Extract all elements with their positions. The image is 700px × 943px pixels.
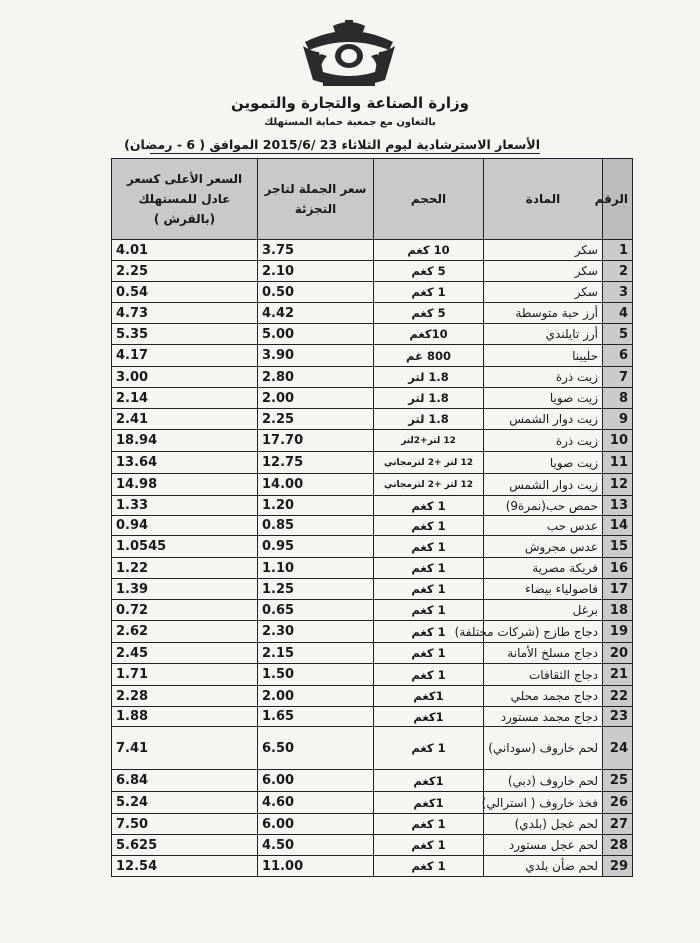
cooperation-line: بالتعاون مع جمعية حماية المستهلك bbox=[264, 117, 436, 128]
row-number: 27 bbox=[603, 814, 633, 835]
item-name: دجاج مسلخ الأمانة bbox=[484, 643, 603, 664]
item-name: زيت دوار الشمس bbox=[484, 409, 603, 430]
table-row bbox=[112, 303, 633, 324]
item-size: 1كغم bbox=[374, 792, 484, 814]
column-header-size: الحجم bbox=[374, 159, 484, 240]
item-name: أرز حبة متوسطة bbox=[484, 303, 603, 324]
item-size: 1.8 لتر bbox=[374, 409, 484, 430]
row-number: 25 bbox=[603, 770, 633, 792]
table-row bbox=[112, 621, 633, 643]
max-consumer-price: 5.24 bbox=[112, 792, 258, 814]
row-number: 8 bbox=[603, 388, 633, 409]
column-header-item: المادة bbox=[484, 159, 603, 240]
table-row bbox=[112, 856, 633, 877]
wholesale-price: 2.25 bbox=[258, 409, 374, 430]
item-name: دجاج مجمد محلي bbox=[484, 686, 603, 707]
item-size: 5 كغم bbox=[374, 261, 484, 282]
item-name: حمص حب(نمرة9) bbox=[484, 496, 603, 516]
item-size: 1 كغم bbox=[374, 643, 484, 664]
row-number: 15 bbox=[603, 536, 633, 558]
item-size: 1 كغم bbox=[374, 835, 484, 856]
row-number: 21 bbox=[603, 664, 633, 686]
item-size: 1كغم bbox=[374, 686, 484, 707]
wholesale-price: 0.65 bbox=[258, 600, 374, 621]
item-size: 1 كغم bbox=[374, 856, 484, 877]
item-size: 10 كغم bbox=[374, 240, 484, 261]
item-size: 12 لتر +2 لترمجاني bbox=[374, 474, 484, 496]
item-name: دجاج طازج (شركات مختلفة) bbox=[484, 621, 603, 643]
item-name: برغل bbox=[484, 600, 603, 621]
item-name: زيت ذرة bbox=[484, 430, 603, 452]
max-consumer-price: 2.62 bbox=[112, 621, 258, 643]
item-name: فخذ خاروف ( استرالي) bbox=[484, 792, 603, 814]
max-consumer-price: 2.14 bbox=[112, 388, 258, 409]
wholesale-price: 1.50 bbox=[258, 664, 374, 686]
wholesale-price: 3.90 bbox=[258, 345, 374, 367]
item-size: 1 كغم bbox=[374, 814, 484, 835]
item-size: 1 كغم bbox=[374, 600, 484, 621]
max-consumer-price: 1.22 bbox=[112, 558, 258, 579]
max-consumer-price: 14.98 bbox=[112, 474, 258, 496]
row-number: 6 bbox=[603, 345, 633, 367]
row-number: 12 bbox=[603, 474, 633, 496]
item-size: 1 كغم bbox=[374, 496, 484, 516]
wholesale-price: 0.85 bbox=[258, 516, 374, 536]
max-consumer-price: 0.54 bbox=[112, 282, 258, 303]
max-consumer-price: 2.25 bbox=[112, 261, 258, 282]
row-number: 4 bbox=[603, 303, 633, 324]
table-row bbox=[112, 643, 633, 664]
row-number: 24 bbox=[603, 727, 633, 770]
table-row bbox=[112, 261, 633, 282]
max-consumer-price: 13.64 bbox=[112, 452, 258, 474]
row-number: 9 bbox=[603, 409, 633, 430]
item-size: 12 لتر +2 لترمجاني bbox=[374, 452, 484, 474]
row-number: 19 bbox=[603, 621, 633, 643]
wholesale-price: 2.30 bbox=[258, 621, 374, 643]
item-size: 1 كغم bbox=[374, 621, 484, 643]
max-consumer-price: 4.73 bbox=[112, 303, 258, 324]
row-number: 5 bbox=[603, 324, 633, 345]
max-consumer-price: 1.88 bbox=[112, 707, 258, 727]
wholesale-price: 2.00 bbox=[258, 686, 374, 707]
item-name: دجاج الثقافات bbox=[484, 664, 603, 686]
item-name: لحم عجل مستورد bbox=[484, 835, 603, 856]
wholesale-price: 11.00 bbox=[258, 856, 374, 877]
table-row bbox=[112, 814, 633, 835]
max-consumer-price: 1.33 bbox=[112, 496, 258, 516]
column-header-max-price: السعر الأعلى كسعر عادل للمستهلك (بالقرش ) bbox=[112, 159, 258, 240]
wholesale-price: 3.75 bbox=[258, 240, 374, 261]
row-number: 2 bbox=[603, 261, 633, 282]
wholesale-price: 2.80 bbox=[258, 367, 374, 388]
table-row bbox=[112, 474, 633, 496]
row-number: 22 bbox=[603, 686, 633, 707]
max-consumer-price: 0.94 bbox=[112, 516, 258, 536]
table-row bbox=[112, 536, 633, 558]
row-number: 3 bbox=[603, 282, 633, 303]
row-number: 17 bbox=[603, 579, 633, 600]
table-row bbox=[112, 835, 633, 856]
item-name: سكر bbox=[484, 240, 603, 261]
row-number: 18 bbox=[603, 600, 633, 621]
item-size: 1 كغم bbox=[374, 727, 484, 770]
item-name: لحم خاروف (سوداني) bbox=[484, 727, 603, 770]
table-row bbox=[112, 516, 633, 536]
table-row bbox=[112, 686, 633, 707]
wholesale-price: 2.15 bbox=[258, 643, 374, 664]
max-consumer-price: 7.41 bbox=[112, 727, 258, 770]
wholesale-price: 6.50 bbox=[258, 727, 374, 770]
wholesale-price: 0.50 bbox=[258, 282, 374, 303]
max-consumer-price: 18.94 bbox=[112, 430, 258, 452]
item-size: 10كغم bbox=[374, 324, 484, 345]
item-size: 1كغم bbox=[374, 707, 484, 727]
row-number: 23 bbox=[603, 707, 633, 727]
max-consumer-price: 5.35 bbox=[112, 324, 258, 345]
table-row bbox=[112, 409, 633, 430]
wholesale-price: 1.20 bbox=[258, 496, 374, 516]
max-consumer-price: 3.00 bbox=[112, 367, 258, 388]
table-row bbox=[112, 664, 633, 686]
max-consumer-price: 12.54 bbox=[112, 856, 258, 877]
row-number: 16 bbox=[603, 558, 633, 579]
wholesale-price: 2.10 bbox=[258, 261, 374, 282]
wholesale-price: 5.00 bbox=[258, 324, 374, 345]
table-row bbox=[112, 345, 633, 367]
item-name: زيت ذرة bbox=[484, 367, 603, 388]
item-name: زيت صويا bbox=[484, 388, 603, 409]
row-number: 10 bbox=[603, 430, 633, 452]
wholesale-price: 0.95 bbox=[258, 536, 374, 558]
table-row bbox=[112, 452, 633, 474]
item-size: 1كغم bbox=[374, 770, 484, 792]
item-name: عدس حب bbox=[484, 516, 603, 536]
column-header-number: الرقم bbox=[603, 159, 633, 240]
row-number: 7 bbox=[603, 367, 633, 388]
item-size: 800 غم bbox=[374, 345, 484, 367]
item-name: فاصولياء بيضاء bbox=[484, 579, 603, 600]
item-size: 1 كغم bbox=[374, 536, 484, 558]
table-row bbox=[112, 558, 633, 579]
wholesale-price: 1.10 bbox=[258, 558, 374, 579]
table-row bbox=[112, 388, 633, 409]
item-name: سكر bbox=[484, 261, 603, 282]
max-consumer-price: 4.17 bbox=[112, 345, 258, 367]
table-body bbox=[112, 240, 633, 877]
item-name: لحم عجل (بلدي) bbox=[484, 814, 603, 835]
table-row bbox=[112, 792, 633, 814]
item-name: سكر bbox=[484, 282, 603, 303]
wholesale-price: 1.25 bbox=[258, 579, 374, 600]
max-consumer-price: 2.41 bbox=[112, 409, 258, 430]
wholesale-price: 2.00 bbox=[258, 388, 374, 409]
coat-of-arms-emblem bbox=[293, 20, 405, 90]
item-size: 1 كغم bbox=[374, 516, 484, 536]
max-consumer-price: 4.01 bbox=[112, 240, 258, 261]
table-row bbox=[112, 579, 633, 600]
row-number: 14 bbox=[603, 516, 633, 536]
ministry-name: وزارة الصناعة والتجارة والتموين bbox=[231, 94, 469, 112]
item-name: زيت صويا bbox=[484, 452, 603, 474]
wholesale-price: 6.00 bbox=[258, 770, 374, 792]
item-name: أرز تايلندي bbox=[484, 324, 603, 345]
max-consumer-price: 0.72 bbox=[112, 600, 258, 621]
item-size: 5 كغم bbox=[374, 303, 484, 324]
item-size: 1.8 لتر bbox=[374, 388, 484, 409]
max-consumer-price: 5.625 bbox=[112, 835, 258, 856]
row-number: 20 bbox=[603, 643, 633, 664]
row-number: 29 bbox=[603, 856, 633, 877]
row-number: 13 bbox=[603, 496, 633, 516]
column-header-wholesale: سعر الجملة لتاجر التجزئة bbox=[258, 159, 374, 240]
wholesale-price: 1.65 bbox=[258, 707, 374, 727]
item-name: زيت دوار الشمس bbox=[484, 474, 603, 496]
item-size: 1 كغم bbox=[374, 579, 484, 600]
max-consumer-price: 6.84 bbox=[112, 770, 258, 792]
table-row bbox=[112, 727, 633, 770]
item-size: 1 كغم bbox=[374, 558, 484, 579]
max-consumer-price: 2.45 bbox=[112, 643, 258, 664]
item-name: عدس مجروش bbox=[484, 536, 603, 558]
table-row bbox=[112, 324, 633, 345]
item-name: دجاج مجمد مستورد bbox=[484, 707, 603, 727]
item-name: حليبنا bbox=[484, 345, 603, 367]
item-size: 1 كغم bbox=[374, 664, 484, 686]
item-name: لحم ضأن بلدي bbox=[484, 856, 603, 877]
max-consumer-price: 7.50 bbox=[112, 814, 258, 835]
wholesale-price: 4.42 bbox=[258, 303, 374, 324]
max-consumer-price: 2.28 bbox=[112, 686, 258, 707]
item-size: 12 لتر+2لتر bbox=[374, 430, 484, 452]
price-table bbox=[111, 158, 633, 877]
item-size: 1.8 لتر bbox=[374, 367, 484, 388]
row-number: 11 bbox=[603, 452, 633, 474]
max-consumer-price: 1.39 bbox=[112, 579, 258, 600]
table-row bbox=[112, 240, 633, 261]
table-header-row bbox=[112, 159, 633, 240]
wholesale-price: 6.00 bbox=[258, 814, 374, 835]
wholesale-price: 17.70 bbox=[258, 430, 374, 452]
item-size: 1 كغم bbox=[374, 282, 484, 303]
row-number: 26 bbox=[603, 792, 633, 814]
page-title: الأسعار الاسترشادية ليوم الثلاثاء 23 /2015/6 الموافق ( 6 - رمضان) bbox=[124, 137, 540, 152]
table-row bbox=[112, 430, 633, 452]
table-row bbox=[112, 600, 633, 621]
row-number: 28 bbox=[603, 835, 633, 856]
row-number: 1 bbox=[603, 240, 633, 261]
wholesale-price: 4.60 bbox=[258, 792, 374, 814]
max-consumer-price: 1.71 bbox=[112, 664, 258, 686]
wholesale-price: 4.50 bbox=[258, 835, 374, 856]
table-row bbox=[112, 282, 633, 303]
table-row bbox=[112, 367, 633, 388]
wholesale-price: 12.75 bbox=[258, 452, 374, 474]
table-row bbox=[112, 707, 633, 727]
max-consumer-price: 1.0545 bbox=[112, 536, 258, 558]
table-row bbox=[112, 496, 633, 516]
table-row bbox=[112, 770, 633, 792]
item-name: لحم خاروف (دبي) bbox=[484, 770, 603, 792]
item-name: فريكة مصرية bbox=[484, 558, 603, 579]
wholesale-price: 14.00 bbox=[258, 474, 374, 496]
